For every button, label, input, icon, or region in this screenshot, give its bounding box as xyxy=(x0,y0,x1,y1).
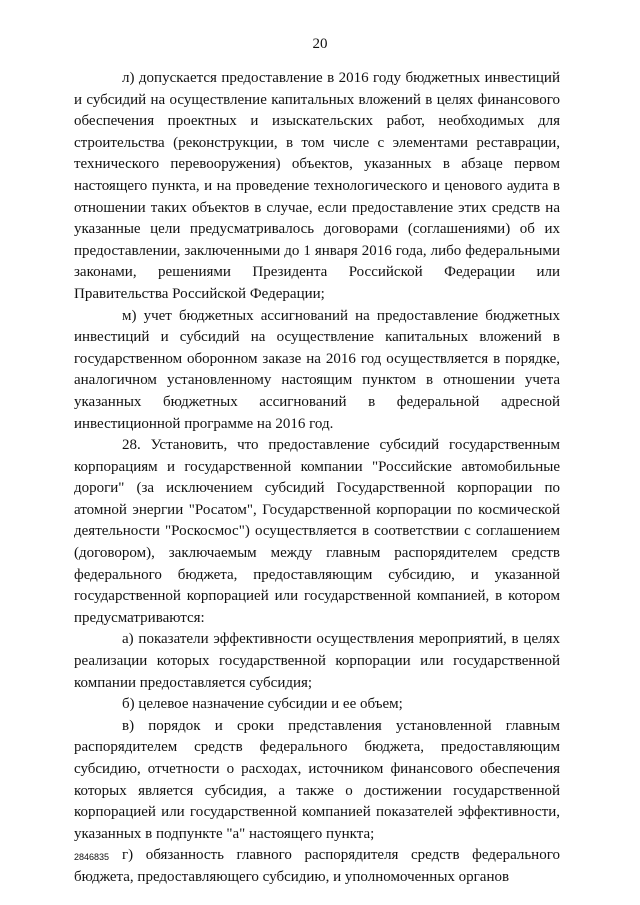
paragraph-28-g: г) обязанность главного распорядителя средств федерального бюджета, предоставляющего субсидию, и уполномоченных органов xyxy=(74,847,560,885)
paragraph-28-b: б) целевое назначение субсидии и ее объем; xyxy=(122,696,403,713)
paragraph-28: 28. Установить, что предоставление субсидий государственным корпорациям и государственной компании "Российские автомобильные дороги" (за исключением субсидий Государственной корпорации по атомной энергии "Росатом", Государственной корпорации по космической деятельности "Роскосмос") осуществляется в соответствии с соглашением (договором), заключаемым между главным распорядителем средств федерального бюджета, предоставляющим субсидию, и указанной государственной корпорацией или государственной компанией, в котором предусматриваются: xyxy=(74,437,560,626)
document-code: 2846835 xyxy=(74,852,110,862)
paragraph-28-v: в) порядок и сроки представления установленной главным распорядителем средств федерального бюджета, предоставляющим субсидию, отчетности о расходах, источником финансового обеспечения которых является субсидия, а также о достижении государственной корпорацией или государственной компанией показателей эффективности, указанных в подпункте "а" настоящего пункта; xyxy=(74,717,560,842)
paragraph-m: м) учет бюджетных ассигнований на предоставление бюджетных инвестиций и субсидий на осуществление капитальных вложений в государственном оборонном заказе на 2016 год осуществляется в порядке, аналогичном установленному настоящим пунктом в отношении учета указанных бюджетных ассигнований в федеральной адресной инвестиционной программе на 2016 год. xyxy=(74,307,560,432)
page-number: 20 xyxy=(312,36,328,52)
paragraph-l: л) допускается предоставление в 2016 году бюджетных инвестиций и субсидий на осуществление капитальных вложений в целях финансового обеспечения проектных и изыскательских работ, необходимых для строительства (реконструкции, в том числе с элементами реставрации, технического перевооружения) объектов, указанных в абзаце первом настоящего пункта, и на проведение технологического и ценового аудита в отношении таких объектов в случае, если предоставление этих средств на указанные цели предусматривалось договорами (соглашениями) об их предоставлении, заключенными до 1 января 2016 года, либо федеральными законами, решениями Президента Российской Федерации или Правительства Российской Федерации; xyxy=(74,70,560,302)
document-body xyxy=(74,68,560,889)
paragraph-28-a: а) показатели эффективности осуществления мероприятий, в целях реализации которых государственной корпорации или государственной компании предоставляется субсидия; xyxy=(74,631,560,691)
